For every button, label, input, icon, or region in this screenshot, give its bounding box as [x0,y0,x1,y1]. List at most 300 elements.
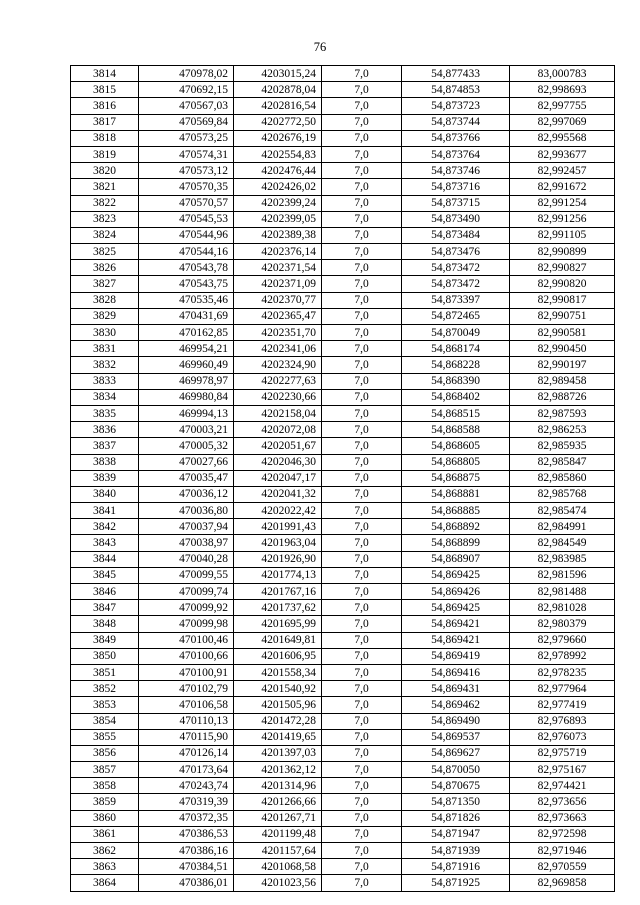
height-cell: 7,0 [322,98,402,114]
y-coordinate-cell: 4201472,28 [234,713,322,729]
height-cell: 7,0 [322,308,402,324]
y-coordinate-cell: 4202389,38 [234,227,322,243]
y-coordinate-cell: 4202816,54 [234,98,322,114]
y-coordinate-cell: 4202371,09 [234,276,322,292]
point-number-cell: 3854 [71,713,139,729]
point-number-cell: 3859 [71,794,139,810]
latitude-cell: 54,869421 [402,632,510,648]
y-coordinate-cell: 4201737,62 [234,600,322,616]
point-number-cell: 3855 [71,729,139,745]
point-number-cell: 3858 [71,778,139,794]
y-coordinate-cell: 4201362,12 [234,762,322,778]
height-cell: 7,0 [322,195,402,211]
latitude-cell: 54,869416 [402,664,510,680]
table-row [71,713,615,729]
latitude-cell: 54,871947 [402,826,510,842]
point-number-cell: 3824 [71,227,139,243]
table-row [71,98,615,114]
table-row [71,130,615,146]
longitude-cell: 82,975167 [510,762,615,778]
x-coordinate-cell: 470386,53 [139,826,234,842]
table-row [71,244,615,260]
point-number-cell: 3814 [71,66,139,82]
table-row [71,729,615,745]
latitude-cell: 54,873472 [402,260,510,276]
height-cell: 7,0 [322,810,402,826]
point-number-cell: 3822 [71,195,139,211]
longitude-cell: 82,970559 [510,859,615,875]
longitude-cell: 82,997755 [510,98,615,114]
longitude-cell: 82,980379 [510,616,615,632]
y-coordinate-cell: 4201267,71 [234,810,322,826]
y-coordinate-cell: 4202158,04 [234,405,322,421]
table-row [71,826,615,842]
longitude-cell: 82,976073 [510,729,615,745]
point-number-cell: 3848 [71,616,139,632]
longitude-cell: 82,998693 [510,82,615,98]
table-row [71,405,615,421]
table-row [71,163,615,179]
x-coordinate-cell: 470038,97 [139,535,234,551]
y-coordinate-cell: 4201419,65 [234,729,322,745]
x-coordinate-cell: 470099,98 [139,616,234,632]
height-cell: 7,0 [322,519,402,535]
latitude-cell: 54,868875 [402,470,510,486]
height-cell: 7,0 [322,114,402,130]
point-number-cell: 3850 [71,648,139,664]
latitude-cell: 54,869425 [402,567,510,583]
latitude-cell: 54,871916 [402,859,510,875]
longitude-cell: 82,987593 [510,405,615,421]
latitude-cell: 54,868515 [402,405,510,421]
table-row [71,454,615,470]
x-coordinate-cell: 470386,01 [139,875,234,891]
latitude-cell: 54,869462 [402,697,510,713]
height-cell: 7,0 [322,503,402,519]
x-coordinate-cell: 470115,90 [139,729,234,745]
x-coordinate-cell: 469994,13 [139,405,234,421]
point-number-cell: 3849 [71,632,139,648]
x-coordinate-cell: 469980,84 [139,389,234,405]
point-number-cell: 3835 [71,405,139,421]
longitude-cell: 82,977964 [510,681,615,697]
y-coordinate-cell: 4202041,32 [234,486,322,502]
y-coordinate-cell: 4203015,24 [234,66,322,82]
point-number-cell: 3862 [71,843,139,859]
table-row [71,567,615,583]
x-coordinate-cell: 470037,94 [139,519,234,535]
point-number-cell: 3864 [71,875,139,891]
y-coordinate-cell: 4201963,04 [234,535,322,551]
y-coordinate-cell: 4201926,90 [234,551,322,567]
point-number-cell: 3831 [71,341,139,357]
height-cell: 7,0 [322,163,402,179]
x-coordinate-cell: 470544,16 [139,244,234,260]
height-cell: 7,0 [322,778,402,794]
height-cell: 7,0 [322,600,402,616]
latitude-cell: 54,868907 [402,551,510,567]
point-number-cell: 3829 [71,308,139,324]
longitude-cell: 82,974421 [510,778,615,794]
point-number-cell: 3853 [71,697,139,713]
latitude-cell: 54,868588 [402,422,510,438]
point-number-cell: 3819 [71,146,139,162]
longitude-cell: 82,991105 [510,227,615,243]
point-number-cell: 3847 [71,600,139,616]
table-row [71,66,615,82]
x-coordinate-cell: 469960,49 [139,357,234,373]
latitude-cell: 54,872465 [402,308,510,324]
x-coordinate-cell: 470040,28 [139,551,234,567]
latitude-cell: 54,868605 [402,438,510,454]
y-coordinate-cell: 4201314,96 [234,778,322,794]
latitude-cell: 54,873766 [402,130,510,146]
table-row [71,146,615,162]
table-row [71,584,615,600]
x-coordinate-cell: 470543,75 [139,276,234,292]
latitude-cell: 54,869419 [402,648,510,664]
point-number-cell: 3861 [71,826,139,842]
height-cell: 7,0 [322,146,402,162]
height-cell: 7,0 [322,325,402,341]
point-number-cell: 3825 [71,244,139,260]
x-coordinate-cell: 470100,91 [139,664,234,680]
longitude-cell: 82,985935 [510,438,615,454]
y-coordinate-cell: 4201266,66 [234,794,322,810]
table-row [71,211,615,227]
point-number-cell: 3826 [71,260,139,276]
x-coordinate-cell: 470573,12 [139,163,234,179]
x-coordinate-cell: 470567,03 [139,98,234,114]
x-coordinate-cell: 470569,84 [139,114,234,130]
point-number-cell: 3863 [71,859,139,875]
height-cell: 7,0 [322,373,402,389]
point-number-cell: 3820 [71,163,139,179]
point-number-cell: 3843 [71,535,139,551]
table-row [71,859,615,875]
latitude-cell: 54,877433 [402,66,510,82]
height-cell: 7,0 [322,632,402,648]
point-number-cell: 3816 [71,98,139,114]
y-coordinate-cell: 4202051,67 [234,438,322,454]
x-coordinate-cell: 470003,21 [139,422,234,438]
table-row [71,875,615,891]
table-row [71,308,615,324]
y-coordinate-cell: 4202365,47 [234,308,322,324]
height-cell: 7,0 [322,470,402,486]
x-coordinate-cell: 470319,39 [139,794,234,810]
latitude-cell: 54,871826 [402,810,510,826]
table-row [71,535,615,551]
point-number-cell: 3851 [71,664,139,680]
table-row [71,648,615,664]
longitude-cell: 82,973663 [510,810,615,826]
height-cell: 7,0 [322,389,402,405]
longitude-cell: 82,985768 [510,486,615,502]
latitude-cell: 54,868390 [402,373,510,389]
point-number-cell: 3823 [71,211,139,227]
x-coordinate-cell: 470100,66 [139,648,234,664]
latitude-cell: 54,873716 [402,179,510,195]
x-coordinate-cell: 470100,46 [139,632,234,648]
x-coordinate-cell: 470243,74 [139,778,234,794]
y-coordinate-cell: 4201505,96 [234,697,322,713]
x-coordinate-cell: 470036,12 [139,486,234,502]
x-coordinate-cell: 469978,97 [139,373,234,389]
longitude-cell: 82,990899 [510,244,615,260]
table-row [71,551,615,567]
table-row [71,373,615,389]
height-cell: 7,0 [322,179,402,195]
latitude-cell: 54,868228 [402,357,510,373]
table-row [71,179,615,195]
latitude-cell: 54,871925 [402,875,510,891]
table-row [71,778,615,794]
latitude-cell: 54,869431 [402,681,510,697]
x-coordinate-cell: 470102,79 [139,681,234,697]
y-coordinate-cell: 4202772,50 [234,114,322,130]
table-row [71,762,615,778]
longitude-cell: 82,991254 [510,195,615,211]
height-cell: 7,0 [322,260,402,276]
latitude-cell: 54,868899 [402,535,510,551]
longitude-cell: 82,969858 [510,875,615,891]
table-body [71,66,615,892]
height-cell: 7,0 [322,422,402,438]
point-number-cell: 3857 [71,762,139,778]
longitude-cell: 82,976893 [510,713,615,729]
x-coordinate-cell: 470692,15 [139,82,234,98]
height-cell: 7,0 [322,211,402,227]
point-number-cell: 3845 [71,567,139,583]
x-coordinate-cell: 470106,58 [139,697,234,713]
point-number-cell: 3828 [71,292,139,308]
longitude-cell: 82,973656 [510,794,615,810]
x-coordinate-cell: 470386,16 [139,843,234,859]
height-cell: 7,0 [322,664,402,680]
latitude-cell: 54,869537 [402,729,510,745]
height-cell: 7,0 [322,276,402,292]
table-row [71,600,615,616]
point-number-cell: 3846 [71,584,139,600]
x-coordinate-cell: 470544,96 [139,227,234,243]
height-cell: 7,0 [322,697,402,713]
y-coordinate-cell: 4201199,48 [234,826,322,842]
x-coordinate-cell: 470027,66 [139,454,234,470]
x-coordinate-cell: 470099,74 [139,584,234,600]
x-coordinate-cell: 470574,31 [139,146,234,162]
point-number-cell: 3818 [71,130,139,146]
table-row [71,470,615,486]
y-coordinate-cell: 4201397,03 [234,745,322,761]
point-number-cell: 3840 [71,486,139,502]
longitude-cell: 82,995568 [510,130,615,146]
height-cell: 7,0 [322,535,402,551]
y-coordinate-cell: 4201606,95 [234,648,322,664]
longitude-cell: 82,977419 [510,697,615,713]
table-row [71,810,615,826]
y-coordinate-cell: 4201649,81 [234,632,322,648]
latitude-cell: 54,873764 [402,146,510,162]
height-cell: 7,0 [322,826,402,842]
longitude-cell: 82,991256 [510,211,615,227]
y-coordinate-cell: 4202399,24 [234,195,322,211]
height-cell: 7,0 [322,66,402,82]
y-coordinate-cell: 4202047,17 [234,470,322,486]
height-cell: 7,0 [322,745,402,761]
point-number-cell: 3842 [71,519,139,535]
x-coordinate-cell: 470543,78 [139,260,234,276]
y-coordinate-cell: 4202072,08 [234,422,322,438]
table-row [71,486,615,502]
height-cell: 7,0 [322,843,402,859]
table-row [71,114,615,130]
height-cell: 7,0 [322,616,402,632]
height-cell: 7,0 [322,875,402,891]
table-row [71,519,615,535]
longitude-cell: 82,989458 [510,373,615,389]
latitude-cell: 54,868402 [402,389,510,405]
height-cell: 7,0 [322,567,402,583]
latitude-cell: 54,873484 [402,227,510,243]
table-row [71,616,615,632]
height-cell: 7,0 [322,130,402,146]
y-coordinate-cell: 4202476,44 [234,163,322,179]
table-row [71,664,615,680]
x-coordinate-cell: 470570,35 [139,179,234,195]
latitude-cell: 54,869426 [402,584,510,600]
longitude-cell: 82,991672 [510,179,615,195]
longitude-cell: 82,981488 [510,584,615,600]
table-row [71,195,615,211]
table-row [71,341,615,357]
coordinates-table [70,65,615,892]
height-cell: 7,0 [322,292,402,308]
point-number-cell: 3817 [71,114,139,130]
height-cell: 7,0 [322,859,402,875]
page-number: 76 [313,40,327,54]
table-row [71,82,615,98]
latitude-cell: 54,871939 [402,843,510,859]
x-coordinate-cell: 470372,35 [139,810,234,826]
height-cell: 7,0 [322,341,402,357]
longitude-cell: 82,997069 [510,114,615,130]
height-cell: 7,0 [322,486,402,502]
y-coordinate-cell: 4201767,16 [234,584,322,600]
x-coordinate-cell: 470110,13 [139,713,234,729]
x-coordinate-cell: 470570,57 [139,195,234,211]
x-coordinate-cell: 469954,21 [139,341,234,357]
table-row [71,389,615,405]
longitude-cell: 82,985860 [510,470,615,486]
height-cell: 7,0 [322,584,402,600]
y-coordinate-cell: 4201068,58 [234,859,322,875]
table-row [71,697,615,713]
y-coordinate-cell: 4202376,14 [234,244,322,260]
table-row [71,227,615,243]
latitude-cell: 54,868885 [402,503,510,519]
point-number-cell: 3815 [71,82,139,98]
table-row [71,422,615,438]
table-row [71,681,615,697]
point-number-cell: 3834 [71,389,139,405]
longitude-cell: 82,990817 [510,292,615,308]
table-row [71,632,615,648]
y-coordinate-cell: 4201695,99 [234,616,322,632]
longitude-cell: 82,985847 [510,454,615,470]
x-coordinate-cell: 470173,64 [139,762,234,778]
table-row [71,292,615,308]
latitude-cell: 54,873746 [402,163,510,179]
height-cell: 7,0 [322,794,402,810]
longitude-cell: 82,990751 [510,308,615,324]
height-cell: 7,0 [322,551,402,567]
y-coordinate-cell: 4202554,83 [234,146,322,162]
y-coordinate-cell: 4202399,05 [234,211,322,227]
latitude-cell: 54,873490 [402,211,510,227]
y-coordinate-cell: 4202878,04 [234,82,322,98]
height-cell: 7,0 [322,729,402,745]
height-cell: 7,0 [322,82,402,98]
latitude-cell: 54,869421 [402,616,510,632]
height-cell: 7,0 [322,648,402,664]
y-coordinate-cell: 4202371,54 [234,260,322,276]
y-coordinate-cell: 4201774,13 [234,567,322,583]
longitude-cell: 82,990581 [510,325,615,341]
y-coordinate-cell: 4201991,43 [234,519,322,535]
longitude-cell: 82,981596 [510,567,615,583]
point-number-cell: 3856 [71,745,139,761]
longitude-cell: 83,000783 [510,66,615,82]
x-coordinate-cell: 470099,92 [139,600,234,616]
y-coordinate-cell: 4202277,63 [234,373,322,389]
latitude-cell: 54,873476 [402,244,510,260]
longitude-cell: 82,990450 [510,341,615,357]
point-number-cell: 3844 [71,551,139,567]
latitude-cell: 54,870049 [402,325,510,341]
point-number-cell: 3860 [71,810,139,826]
latitude-cell: 54,868892 [402,519,510,535]
y-coordinate-cell: 4202022,42 [234,503,322,519]
height-cell: 7,0 [322,227,402,243]
x-coordinate-cell: 470431,69 [139,308,234,324]
y-coordinate-cell: 4201157,64 [234,843,322,859]
height-cell: 7,0 [322,405,402,421]
x-coordinate-cell: 470005,32 [139,438,234,454]
y-coordinate-cell: 4202046,30 [234,454,322,470]
y-coordinate-cell: 4202324,90 [234,357,322,373]
longitude-cell: 82,983985 [510,551,615,567]
x-coordinate-cell: 470535,46 [139,292,234,308]
latitude-cell: 54,874853 [402,82,510,98]
y-coordinate-cell: 4202426,02 [234,179,322,195]
y-coordinate-cell: 4202370,77 [234,292,322,308]
x-coordinate-cell: 470545,53 [139,211,234,227]
height-cell: 7,0 [322,244,402,260]
point-number-cell: 3832 [71,357,139,373]
point-number-cell: 3833 [71,373,139,389]
height-cell: 7,0 [322,762,402,778]
latitude-cell: 54,868174 [402,341,510,357]
table-row [71,260,615,276]
table-row [71,276,615,292]
height-cell: 7,0 [322,438,402,454]
height-cell: 7,0 [322,713,402,729]
point-number-cell: 3841 [71,503,139,519]
point-number-cell: 3836 [71,422,139,438]
x-coordinate-cell: 470162,85 [139,325,234,341]
latitude-cell: 54,869425 [402,600,510,616]
